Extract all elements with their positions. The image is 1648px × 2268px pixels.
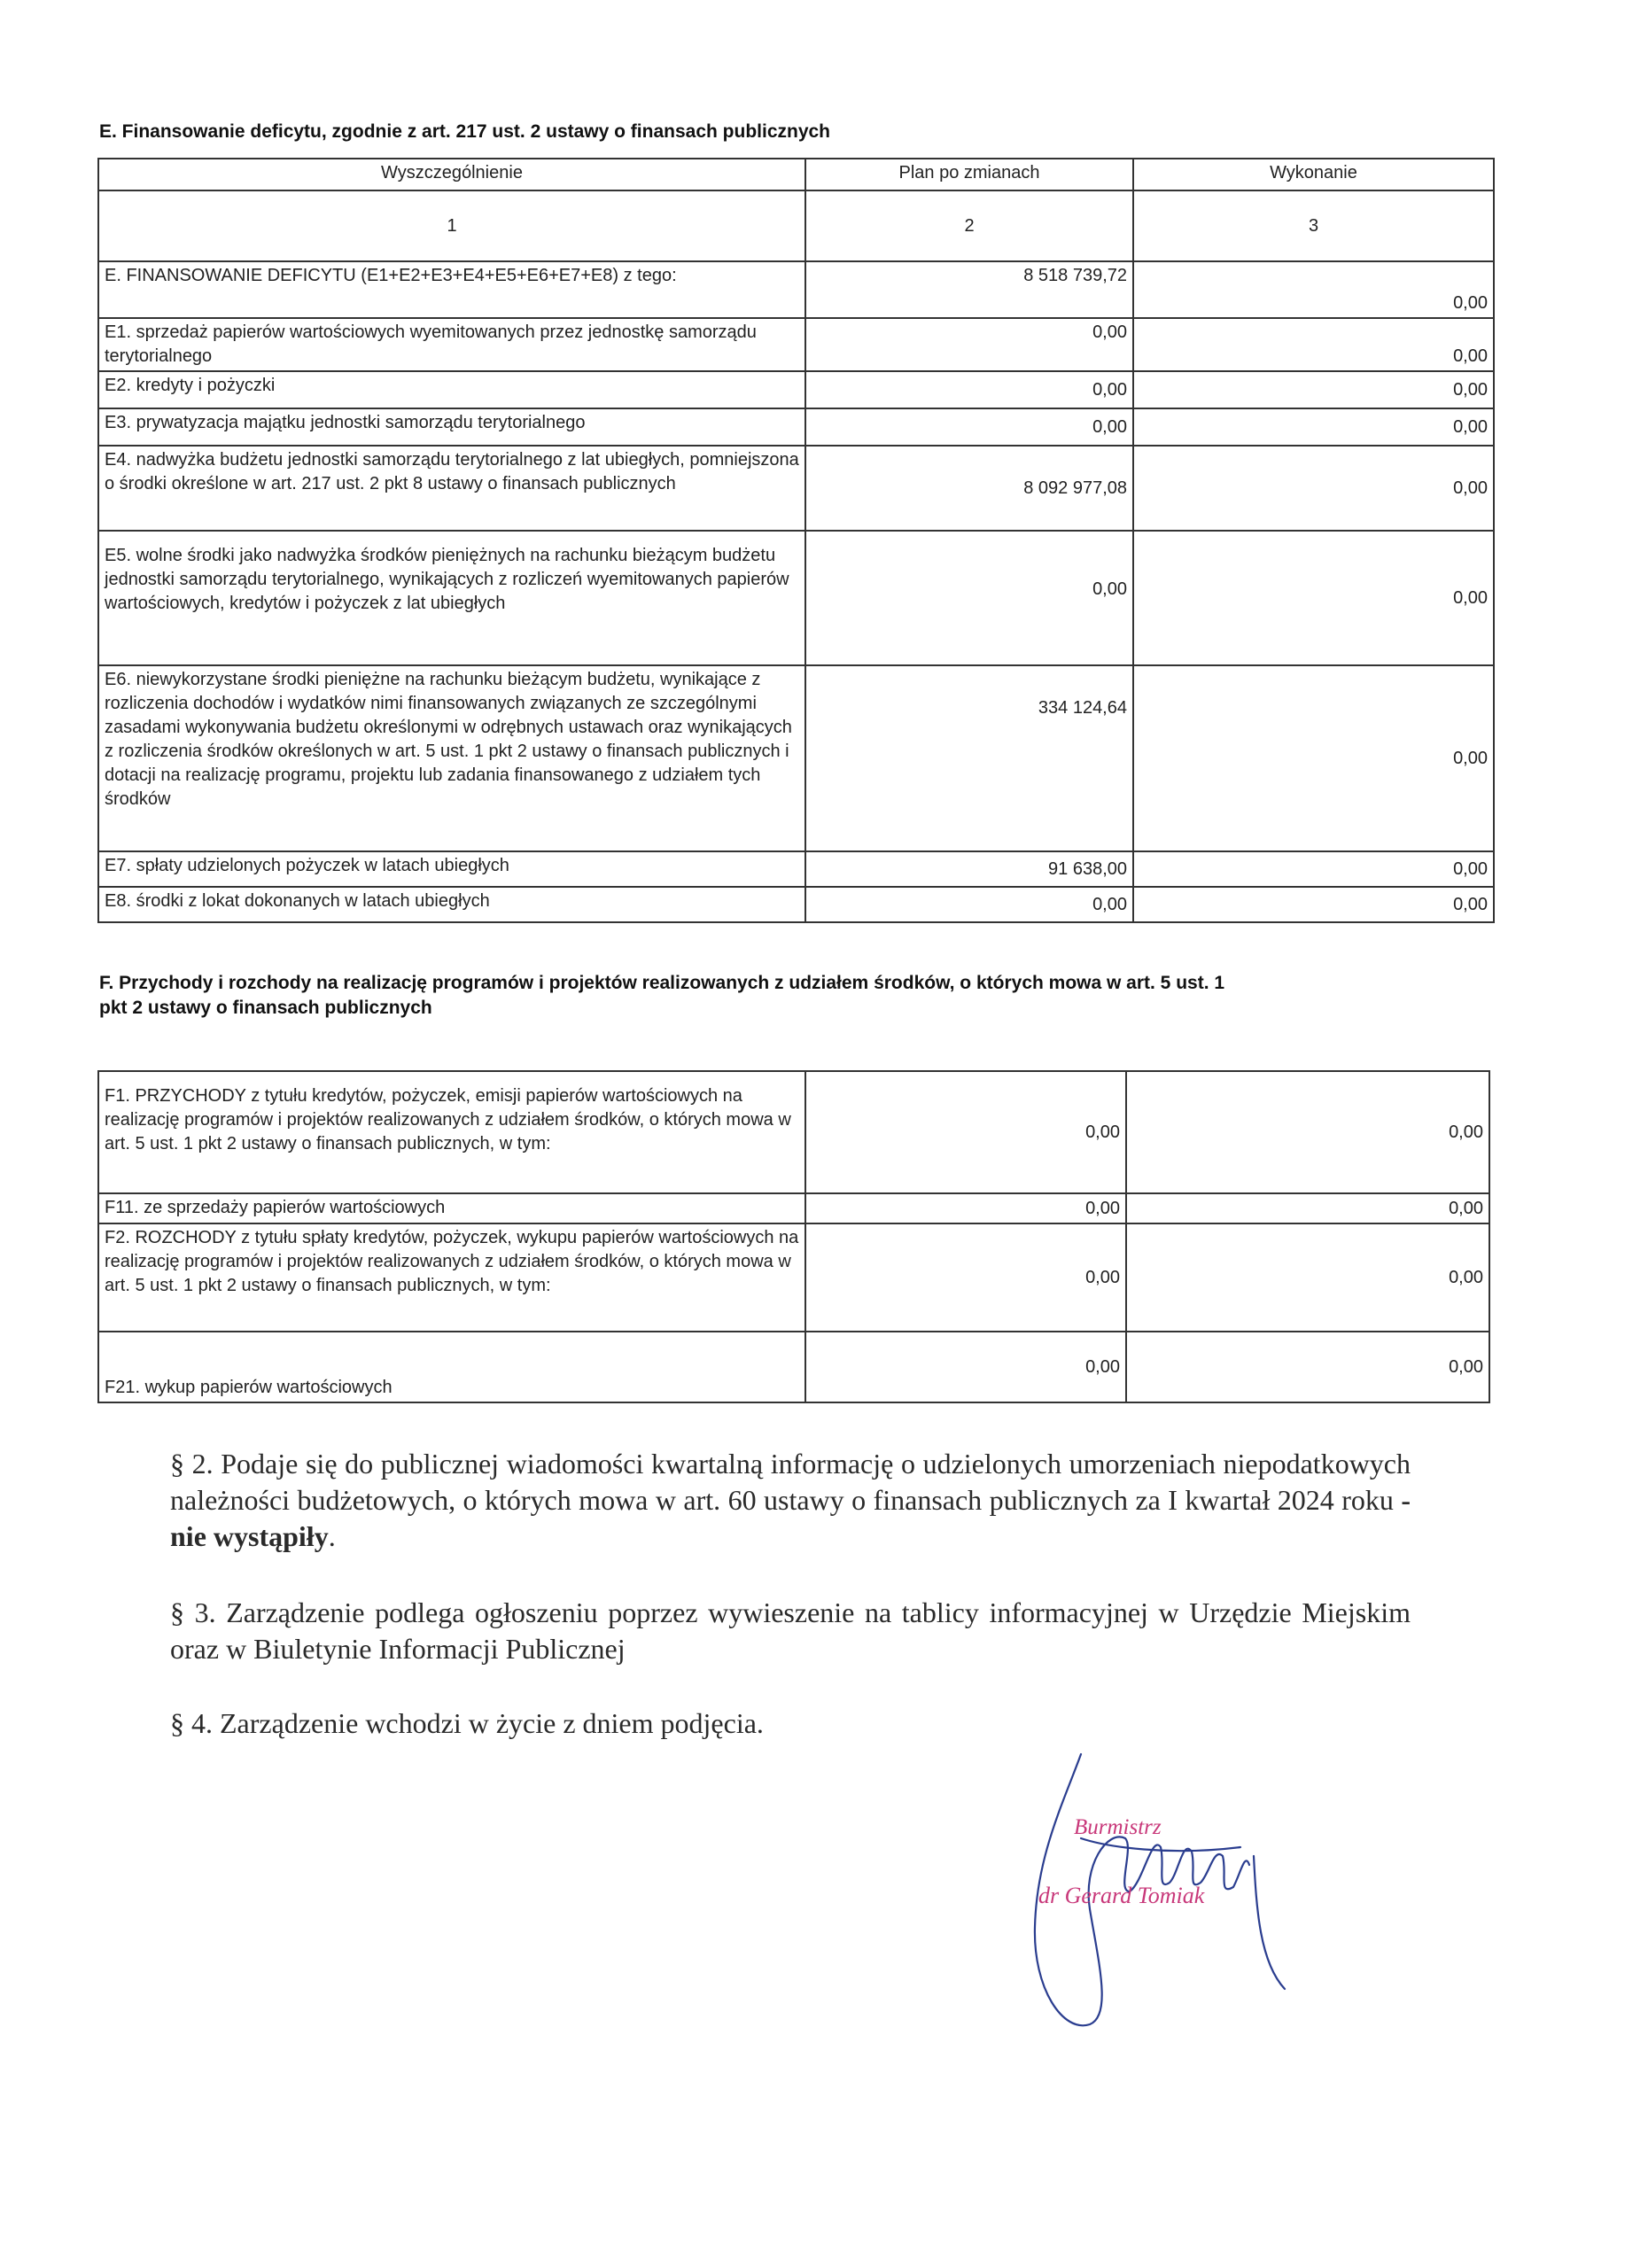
- row-label: F11. ze sprzedaży papierów wartościowych: [98, 1193, 805, 1223]
- execution-value: 0,00: [1133, 261, 1494, 318]
- plan-value: 0,00: [805, 408, 1133, 446]
- table-row: [98, 665, 1494, 851]
- plan-value: 0,00: [805, 371, 1133, 408]
- row-label: E6. niewykorzystane środki pieniężne na rachunku bieżącym budżetu, wynikające z rozliczenia dochodów i wydatków nimi finansowanych związanych ze szczególnymi zasadami wykonywania budżetu określonymi w odrębnych ustawach oraz wynikających z rozliczenia środków określonych w art. 5 ust. 1 pkt 2 ustawy o finansach publicznych i dotacji na realizację programu, projektu lub zadania finansowanego z udziałem tych środków: [98, 665, 805, 851]
- table-row: [98, 1071, 1489, 1193]
- table-row: [98, 1332, 1489, 1402]
- paragraph-2-end: .: [328, 1520, 336, 1552]
- plan-value: 0,00: [805, 887, 1133, 922]
- column-header-execution: Wykonanie: [1133, 159, 1494, 190]
- row-label: E. FINANSOWANIE DEFICYTU (E1+E2+E3+E4+E5+E6+E7+E8) z tego:: [98, 261, 805, 318]
- section-f-heading: F. Przychody i rozchody na realizację programów i projektów realizowanych z udziałem środków, o których mowa w art. 5 ust. 1 pkt 2 ustawy o finansach publicznych: [99, 973, 1225, 1018]
- execution-value: 0,00: [1133, 318, 1494, 371]
- execution-value: 0,00: [1133, 531, 1494, 665]
- deficit-financing-table: [97, 158, 1495, 923]
- execution-value: 0,00: [1126, 1193, 1489, 1223]
- signature-stamp: [1028, 1750, 1294, 2042]
- execution-value: 0,00: [1133, 446, 1494, 531]
- section-e-heading: E. Finansowanie deficytu, zgodnie z art. 217 ust. 2 ustawy o finansach publicznych: [99, 121, 831, 142]
- column-number-1: 1: [98, 190, 805, 261]
- row-label: E5. wolne środki jako nadwyżka środków pieniężnych na rachunku bieżącym budżetu jednostki samorządu terytorialnego, wynikających z rozliczeń wyemitowanych papierów wartościowych, kredytów i pożyczek z lat ubiegłych: [98, 531, 805, 665]
- column-number-3: 3: [1133, 190, 1494, 261]
- row-label: E7. spłaty udzielonych pożyczek w latach ubiegłych: [98, 851, 805, 887]
- paragraph-2: [170, 1446, 1411, 1555]
- execution-value: 0,00: [1133, 851, 1494, 887]
- column-number-2: 2: [805, 190, 1133, 261]
- plan-value: 0,00: [805, 318, 1133, 371]
- row-label: E1. sprzedaż papierów wartościowych wyemitowanych przez jednostkę samorządu terytorialnego: [98, 318, 805, 371]
- row-label: E8. środki z lokat dokonanych w latach ubiegłych: [98, 887, 805, 922]
- column-header-plan: Plan po zmianach: [805, 159, 1133, 190]
- plan-value: 91 638,00: [805, 851, 1133, 887]
- table-row: [98, 887, 1494, 922]
- execution-value: 0,00: [1133, 665, 1494, 851]
- execution-value: 0,00: [1126, 1071, 1489, 1193]
- plan-value: 0,00: [805, 1223, 1126, 1332]
- row-label: E3. prywatyzacja majątku jednostki samorządu terytorialnego: [98, 408, 805, 446]
- programs-revenue-expenditure-table: [97, 1070, 1490, 1403]
- execution-value: 0,00: [1133, 371, 1494, 408]
- row-label: F21. wykup papierów wartościowych: [98, 1332, 805, 1402]
- table-row: [98, 851, 1494, 887]
- paragraph-3: § 3. Zarządzenie podlega ogłoszeniu poprzez wywieszenie na tablicy informacyjnej w Urzędzie Miejskim oraz w Biuletynie Informacji Publicznej: [170, 1596, 1411, 1665]
- row-label: E2. kredyty i pożyczki: [98, 371, 805, 408]
- table-row: [98, 408, 1494, 446]
- execution-value: 0,00: [1126, 1332, 1489, 1402]
- row-label: E4. nadwyżka budżetu jednostki samorządu terytorialnego z lat ubiegłych, pomniejszona o środki określone w art. 217 ust. 2 pkt 8 ustawy o finansach publicznych: [98, 446, 805, 531]
- plan-value: 8 518 739,72: [805, 261, 1133, 318]
- execution-value: 0,00: [1126, 1223, 1489, 1332]
- row-label: F1. PRZYCHODY z tytułu kredytów, pożyczek, emisji papierów wartościowych na realizację programów i projektów realizowanych z udziałem środków, o których mowa w art. 5 ust. 1 pkt 2 ustawy o finansach publicznych, w tym:: [98, 1071, 805, 1193]
- table-row: [98, 371, 1494, 408]
- paragraph-4: § 4. Zarządzenie wchodzi w życie z dniem podjęcia.: [170, 1707, 764, 1739]
- paragraph-2-bold: - nie wystąpiły: [170, 1484, 1411, 1552]
- execution-value: 0,00: [1133, 887, 1494, 922]
- stamp-name: dr Gerard Tomiak: [1038, 1883, 1205, 1908]
- table-row: [98, 318, 1494, 371]
- table-row: [98, 531, 1494, 665]
- stamp-title: Burmistrz: [1074, 1815, 1162, 1839]
- plan-value: 0,00: [805, 1071, 1126, 1193]
- plan-value: 8 092 977,08: [805, 446, 1133, 531]
- table-row: [98, 261, 1494, 318]
- plan-value: 334 124,64: [805, 665, 1133, 851]
- column-header-description: Wyszczególnienie: [98, 159, 805, 190]
- paragraph-2-text: § 2. Podaje się do publicznej wiadomości kwartalną informację o udzielonych umorzeniach niepodatkowych należności budżetowych, o których mowa w art. 60 ustawy o finansach publicznych za I kwartał 2024 roku: [170, 1448, 1411, 1516]
- execution-value: 0,00: [1133, 408, 1494, 446]
- plan-value: 0,00: [805, 1332, 1126, 1402]
- table-row: [98, 1193, 1489, 1223]
- table-row: [98, 1223, 1489, 1332]
- row-label: F2. ROZCHODY z tytułu spłaty kredytów, pożyczek, wykupu papierów wartościowych na realizację programów i projektów realizowanych z udziałem środków, o których mowa w art. 5 ust. 1 pkt 2 ustawy o finansach publicznych, w tym:: [98, 1223, 805, 1332]
- plan-value: 0,00: [805, 531, 1133, 665]
- plan-value: 0,00: [805, 1193, 1126, 1223]
- table-row: [98, 446, 1494, 531]
